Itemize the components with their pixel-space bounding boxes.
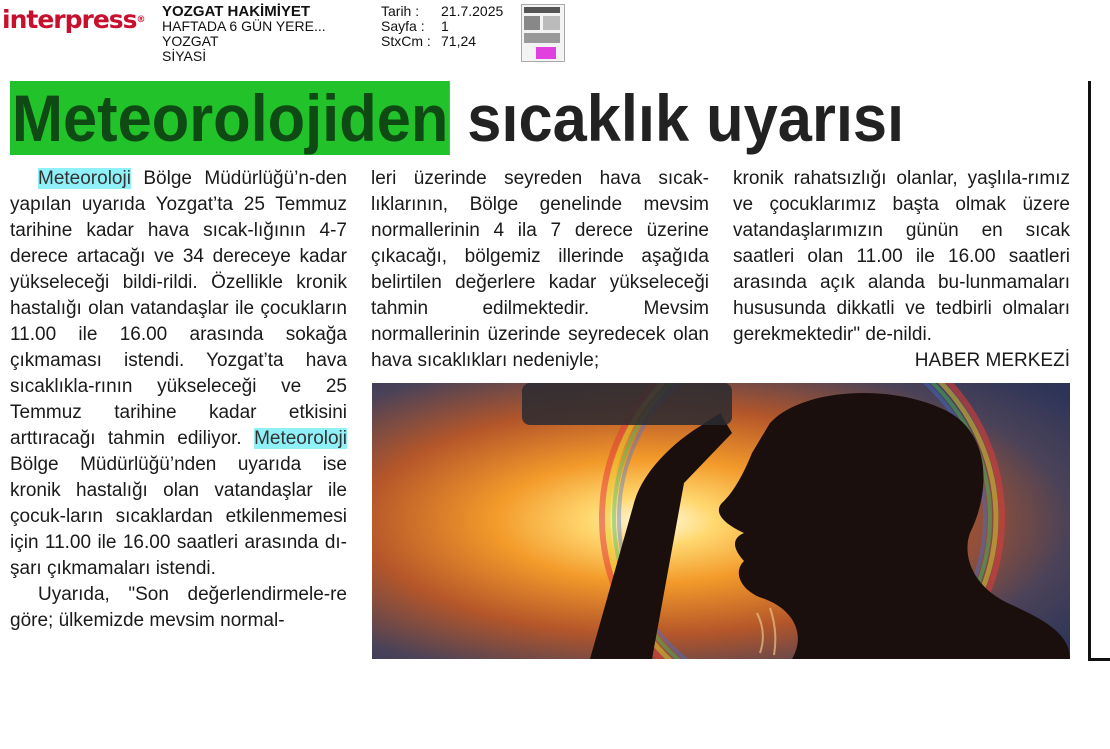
meta-date: Tarih : 21.7.2025 [381, 3, 504, 19]
column-divider-foot [1088, 658, 1110, 661]
publication-frequency: HAFTADA 6 GÜN YERE... [162, 18, 326, 34]
headline-highlighted-word: Meteorolojiden [11, 81, 449, 155]
paragraph: leri üzerinde seyreden hava sıcak-lıklarının, Bölge genelinde mevsim normallerinin 4 ila 7 derece üzerine çıkacağı, bölgemiz illerinde aşağıda belirtilen değerlere kadar yükseleceği tahmin edilmektedir. Mevsim normallerinin üzerinde seyredecek olan hava sıcaklıkları nedeniyle; [371, 168, 709, 371]
headline-rest: sıcaklık uyarısı [467, 81, 905, 155]
publication-category: SİYASİ [162, 48, 207, 64]
paragraph: Uyarıda, "Son değerlendirmele-re göre; ülkemizde mevsim normal- [10, 584, 347, 631]
meta-stxcm: StxCm : 71,24 [381, 33, 477, 49]
clipping-meta [381, 4, 503, 49]
interpress-logo: interpress® [2, 5, 146, 34]
article-column-2 [371, 166, 709, 374]
highlighted-term: Meteoroloji [38, 168, 131, 189]
article-column-1 [10, 166, 347, 634]
paragraph: Meteoroloji Bölge Müdürlüğü’n-den yapılan uyarıda Yozgat’ta 25 Temmuz tarihine kadar hava sıcak-lığının 4-7 derece artacağı ve 34 dereceye kadar yükseleceği bildi-rildi. Özellikle kronik hastalığı olan vatandaşlar ile çocukların 11.00 ile 16.00 arasında sokağa çıkmaması istendi. Yozgat’ta hava sıcaklıkla-rının yükseleceği ve 25 Temmuz tarihine kadar etkisini arttıracağı tahmin ediliyor. Meteoroloji Bölge Müdürlüğü’nden uyarıda ise kronik hastalığı olan vatandaşlar ile çocuk-ların sıcaklardan etkilenmemesi için 11.00 ile 16.00 saatleri arasında dı-şarı çıkmamaları istendi. [10, 168, 347, 579]
highlighted-term: Meteoroloji [254, 428, 347, 449]
page-thumbnail[interactable] [521, 4, 565, 62]
publication-name: YOZGAT HAKİMİYET [162, 3, 311, 20]
publication-city: YOZGAT [162, 33, 219, 49]
column-divider [1088, 81, 1091, 661]
article-headline [10, 81, 1000, 155]
meta-page: Sayfa : 1 [381, 18, 449, 34]
publication-info [162, 4, 326, 64]
article-photo [372, 383, 1070, 659]
paragraph: kronik rahatsızlığı olanlar, yaşlıla-rımız ve çocuklarımız başta olmak üzere vatandaşlarımızın günün en sıcak saatleri olan 11.00 ile 16.00 saatleri arasında açık alanda bu-lunmamaları hususunda dikkatli ve tedbirli olmaları gerekmektedir" de-nildi. HABER MERKEZİ [733, 166, 1070, 348]
article-column-3 [733, 166, 1070, 374]
article-signature: HABER MERKEZİ [914, 350, 1070, 371]
